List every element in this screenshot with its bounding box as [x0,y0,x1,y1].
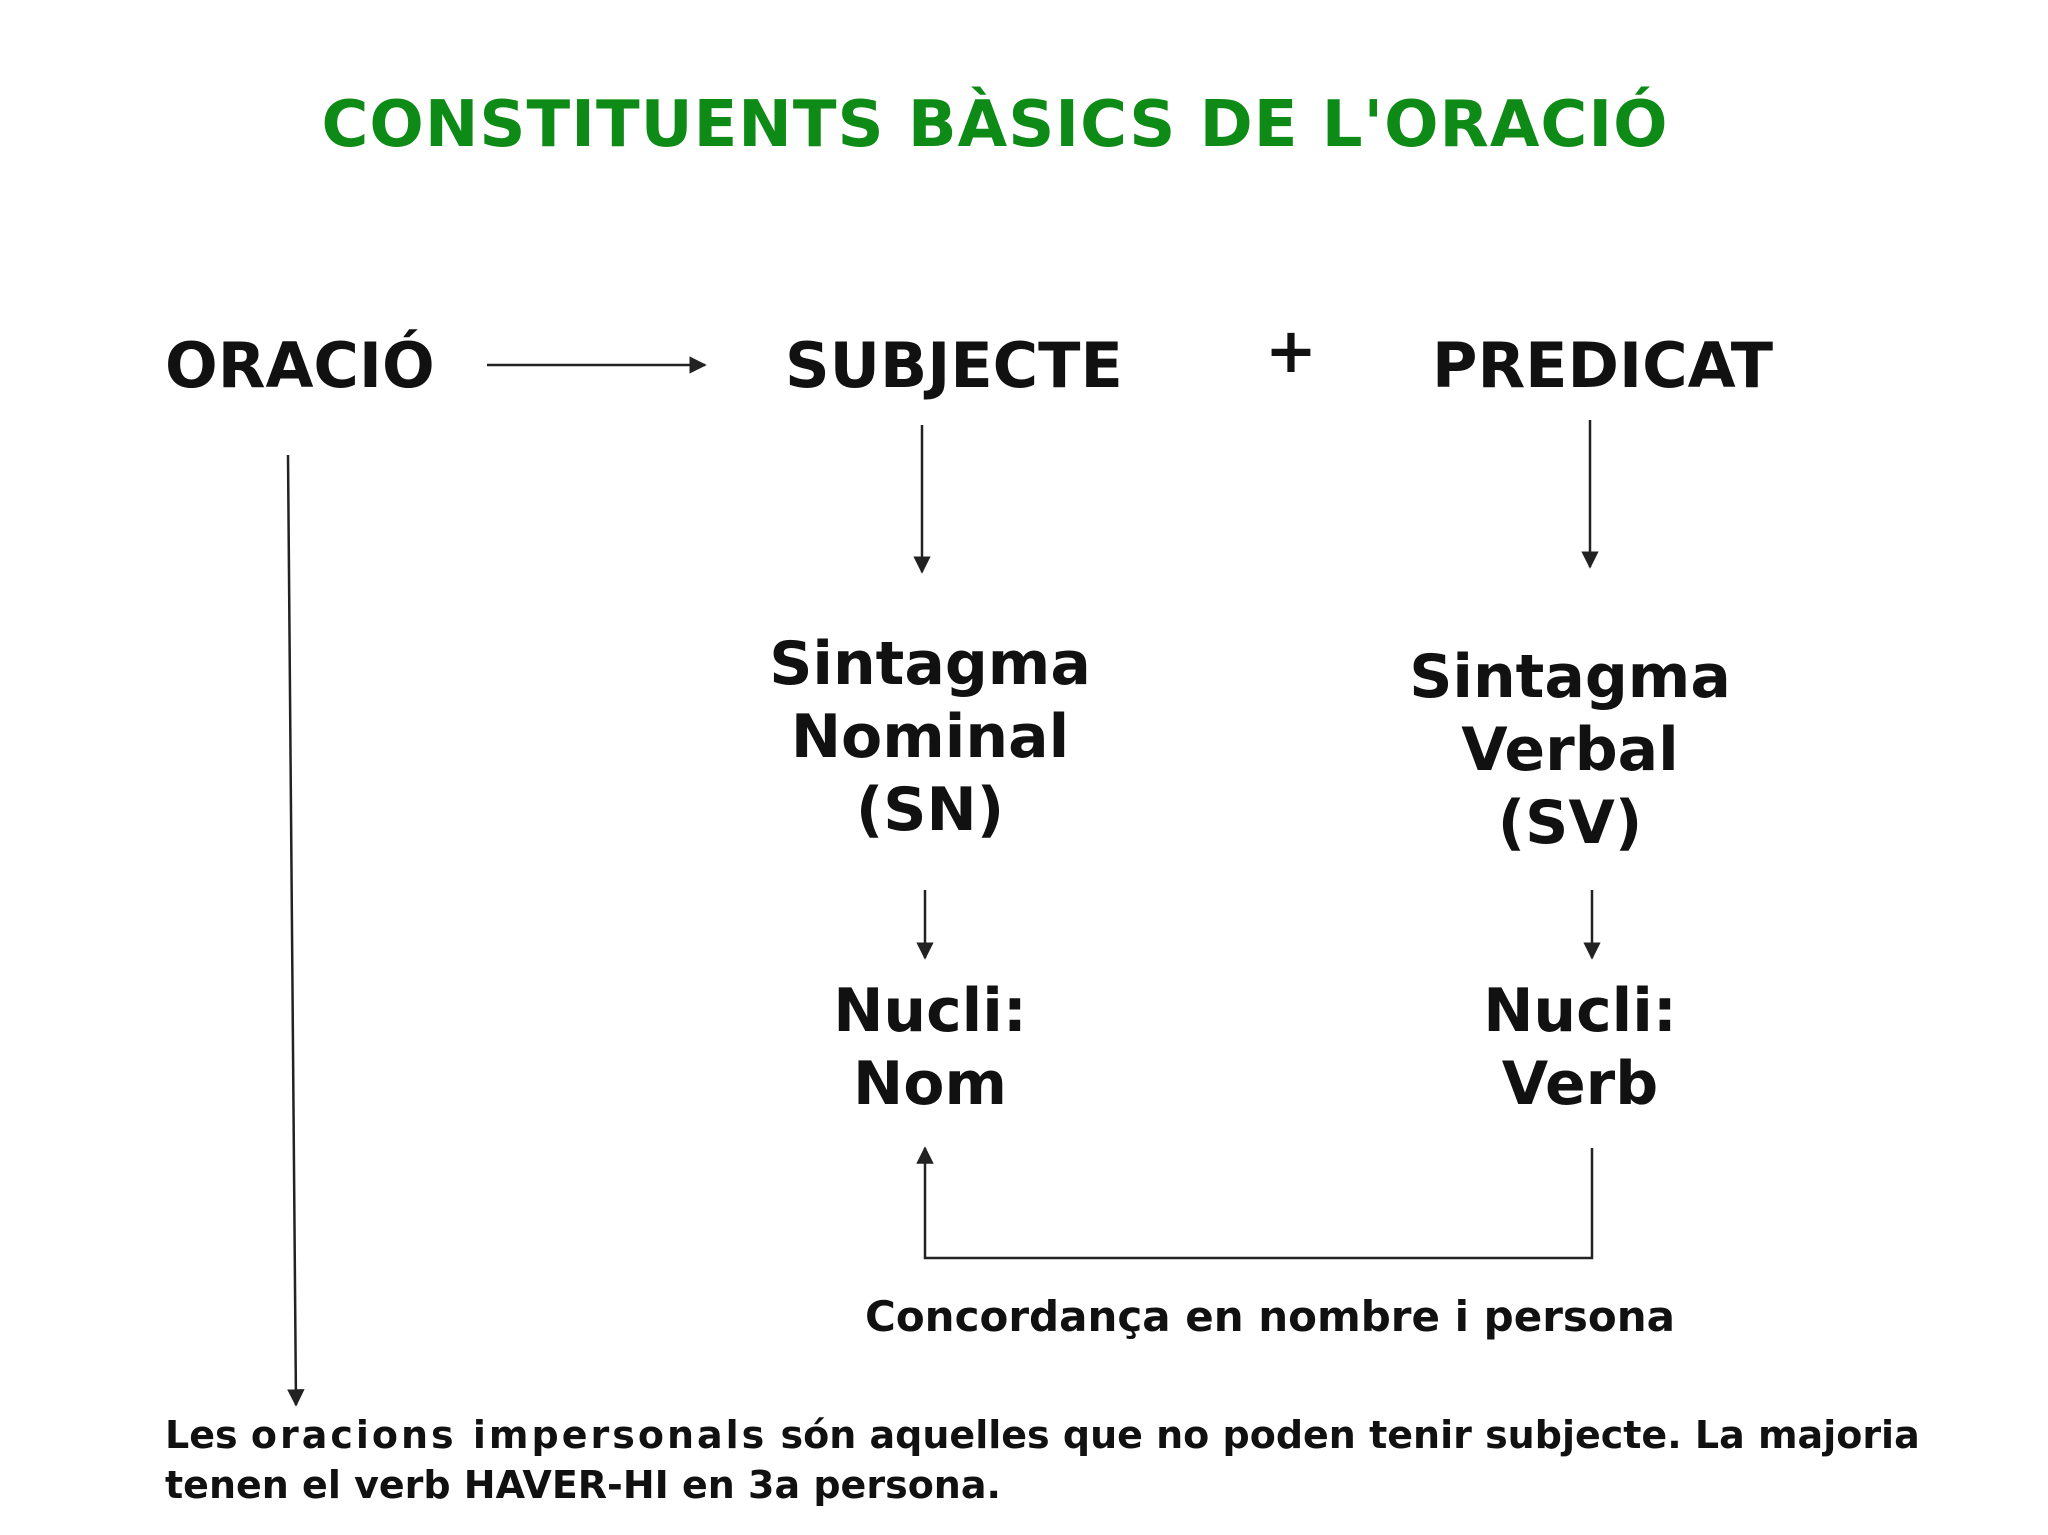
page-title: CONSTITUENTS BÀSICS DE L'ORACIÓ [321,88,1669,162]
sn-line-2: Nominal [790,702,1070,772]
sv-line-3: (SV) [1497,788,1643,858]
nucli-verb-line-1: Nucli: [1483,976,1677,1046]
agreement-connector [925,1148,1592,1258]
sn-line-1: Sintagma [769,629,1091,699]
nucli-nom-line-1: Nucli: [833,976,1027,1046]
note-suffix: són aquelles que no poden tenir subjecte. La majoria tenen el verb HAVER-HI en 3a persona. [165,1413,1920,1507]
arrow-oracio-to-note [288,455,296,1405]
plus-sign: + [1265,314,1317,387]
node-predicat: PREDICAT [1432,329,1774,402]
note-emphasis: oracions impersonals [250,1413,768,1457]
nucli-verb-line-2: Verb [1501,1049,1659,1119]
note-prefix: Les [165,1413,251,1457]
sn-line-3: (SN) [855,775,1005,845]
node-subjecte: SUBJECTE [785,329,1123,402]
nucli-nom-line-2: Nom [853,1049,1007,1119]
sv-line-2: Verbal [1461,715,1679,785]
node-oracio: ORACIÓ [165,329,435,402]
sv-line-1: Sintagma [1409,642,1731,712]
agreement-caption: Concordança en nombre i persona [865,1292,1675,1341]
